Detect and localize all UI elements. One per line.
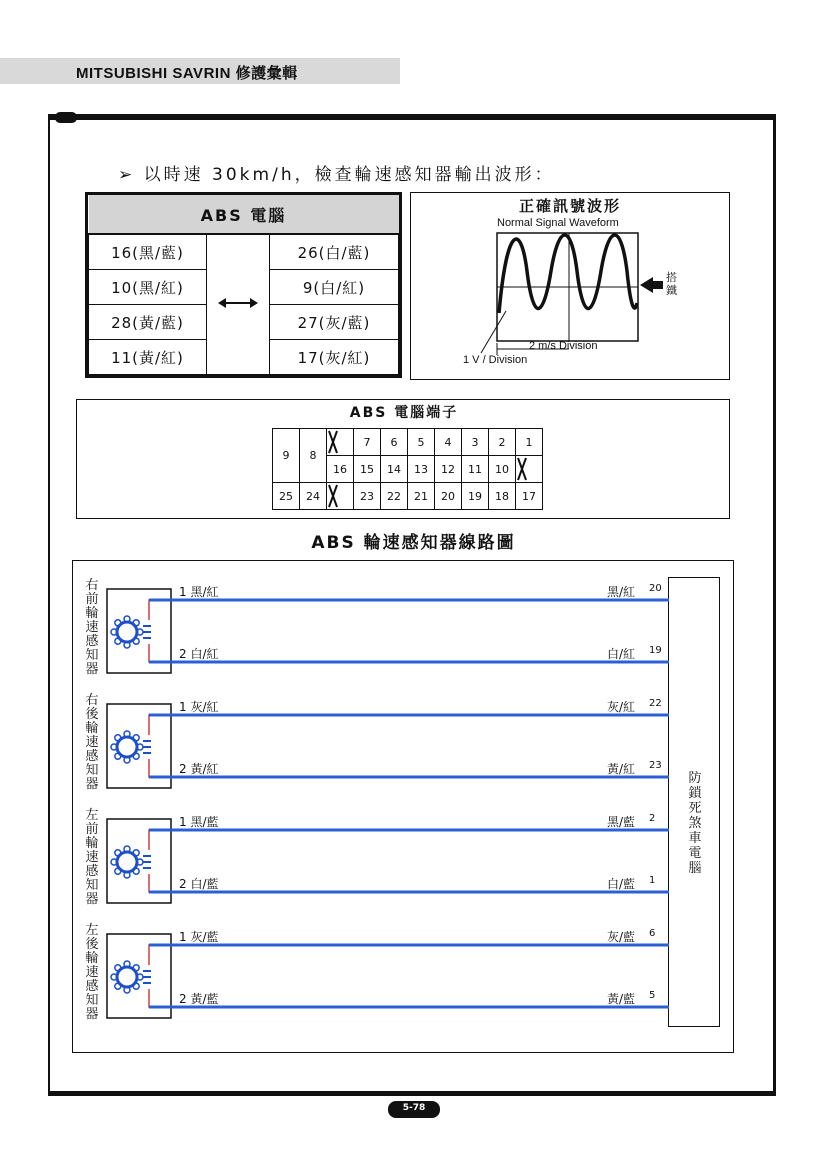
pin-cell: 9 bbox=[273, 429, 300, 483]
sensor-label: 右後輪速感知器 bbox=[85, 693, 99, 792]
wire-pin-number: 20 bbox=[649, 583, 662, 594]
pin-cell: 13 bbox=[408, 456, 435, 483]
ecu-label: 防鎖死煞車電腦 bbox=[688, 771, 702, 876]
wire-label-right: 黃/紅 bbox=[607, 762, 636, 776]
wheel-sensor-icon bbox=[111, 961, 151, 993]
ecu-right-pin: 27(灰/藍) bbox=[270, 305, 399, 340]
sensor-label: 左後輪速感知器 bbox=[85, 923, 99, 1022]
pin-cell: 24 bbox=[300, 483, 327, 510]
pin-cell: 7 bbox=[354, 429, 381, 456]
sensor-lead bbox=[149, 830, 169, 850]
wire-pin-number: 22 bbox=[649, 698, 662, 709]
pin-cell: 20 bbox=[435, 483, 462, 510]
wire-pin-number: 19 bbox=[649, 645, 662, 656]
wire-label-left: 2 白/紅 bbox=[179, 647, 219, 661]
wheel-sensor-icon bbox=[111, 616, 151, 648]
sensor-label: 左前輪速感知器 bbox=[85, 808, 99, 907]
wiring-lines bbox=[73, 561, 733, 1052]
wire-label-right: 黑/紅 bbox=[607, 585, 636, 599]
pin-cell: 2 bbox=[489, 429, 516, 456]
wheel-sensor-icon bbox=[111, 846, 151, 878]
ecu-pin-table bbox=[85, 192, 402, 378]
ecu-left-pin: 10(黑/紅) bbox=[89, 270, 207, 305]
pin-cell: 21 bbox=[408, 483, 435, 510]
wire-label-left: 1 黑/紅 bbox=[179, 585, 219, 599]
wire-label-right: 黃/藍 bbox=[607, 992, 636, 1006]
waveform-panel bbox=[410, 192, 730, 380]
wheel-sensor-icon bbox=[111, 731, 151, 763]
ecu-table-title: ABS 電腦 bbox=[89, 195, 399, 234]
volt-division-label: 1 V / Division bbox=[463, 354, 528, 366]
pin-cell: 18 bbox=[489, 483, 516, 510]
wire-label-left: 2 黃/藍 bbox=[179, 992, 219, 1006]
sensor-lead bbox=[149, 715, 169, 735]
intro-text: ➢ 以時速 30km/h，檢查輪速感知器輸出波形： bbox=[118, 165, 555, 185]
wire-pin-number: 23 bbox=[649, 760, 662, 771]
double-arrow-icon bbox=[207, 234, 270, 375]
wiring-diagram bbox=[72, 560, 734, 1053]
wire-label-left: 2 白/藍 bbox=[179, 877, 219, 891]
wire-label-left: 1 黑/藍 bbox=[179, 815, 219, 829]
pin-blank bbox=[327, 429, 354, 456]
ecu-right-pin: 17(灰/紅) bbox=[270, 340, 399, 375]
wire-label-right: 白/紅 bbox=[607, 647, 636, 661]
time-division-label: 2 m/s Division bbox=[529, 340, 598, 352]
pin-blank bbox=[516, 456, 543, 483]
wire-label-right: 灰/藍 bbox=[607, 930, 636, 944]
pin-cell: 11 bbox=[462, 456, 489, 483]
terminal-panel bbox=[76, 399, 730, 519]
pin-cell: 15 bbox=[354, 456, 381, 483]
wire-pin-number: 6 bbox=[649, 928, 656, 939]
terminal-grid bbox=[272, 428, 543, 510]
ecu-left-pin: 11(黃/紅) bbox=[89, 340, 207, 375]
sensor-lead bbox=[149, 874, 169, 892]
wire-label-right: 灰/紅 bbox=[607, 700, 636, 714]
sensor-lead bbox=[149, 644, 169, 662]
pin-cell: 25 bbox=[273, 483, 300, 510]
pin-cell: 16 bbox=[327, 456, 354, 483]
wire-label-right: 白/藍 bbox=[607, 877, 636, 891]
pin-cell: 5 bbox=[408, 429, 435, 456]
sensor-lead bbox=[149, 600, 169, 620]
frame-badge bbox=[55, 112, 77, 123]
sensor-label: 右前輪速感知器 bbox=[85, 578, 99, 677]
pin-cell: 8 bbox=[300, 429, 327, 483]
wire-label-right: 黑/藍 bbox=[607, 815, 636, 829]
diagram-title: ABS 輪速感知器線路圖 bbox=[311, 533, 516, 553]
page-number: 5-78 bbox=[402, 1103, 426, 1113]
pin-cell: 12 bbox=[435, 456, 462, 483]
wire-pin-number: 2 bbox=[649, 813, 656, 824]
sensor-lead bbox=[149, 989, 169, 1007]
pin-cell: 17 bbox=[516, 483, 543, 510]
sensor-lead bbox=[149, 759, 169, 777]
wire-label-left: 1 灰/紅 bbox=[179, 700, 219, 714]
pin-cell: 22 bbox=[381, 483, 408, 510]
pin-cell: 1 bbox=[516, 429, 543, 456]
waveform-subtitle: Normal Signal Waveform bbox=[497, 217, 619, 229]
pin-cell: 19 bbox=[462, 483, 489, 510]
header-title: MITSUBISHI SAVRIN 修護彙輯 bbox=[76, 65, 298, 82]
ecu-right-pin: 26(白/藍) bbox=[270, 234, 399, 270]
pin-cell: 3 bbox=[462, 429, 489, 456]
terminal-title: ABS 電腦端子 bbox=[349, 405, 459, 421]
pin-cell: 10 bbox=[489, 456, 516, 483]
ground-label: 搭鐵 bbox=[666, 271, 677, 297]
wire-pin-number: 1 bbox=[649, 875, 656, 886]
wire-label-left: 1 灰/藍 bbox=[179, 930, 219, 944]
ecu-left-pin: 28(黃/藍) bbox=[89, 305, 207, 340]
wire-label-left: 2 黃/紅 bbox=[179, 762, 219, 776]
pin-cell: 14 bbox=[381, 456, 408, 483]
pin-cell: 4 bbox=[435, 429, 462, 456]
ecu-left-pin: 16(黑/藍) bbox=[89, 234, 207, 270]
pin-blank bbox=[327, 483, 354, 510]
pin-cell: 6 bbox=[381, 429, 408, 456]
ecu-right-pin: 9(白/紅) bbox=[270, 270, 399, 305]
pin-cell: 23 bbox=[354, 483, 381, 510]
wire-pin-number: 5 bbox=[649, 990, 656, 1001]
waveform-title: 正確訊號波形 bbox=[518, 197, 621, 215]
sensor-lead bbox=[149, 945, 169, 965]
